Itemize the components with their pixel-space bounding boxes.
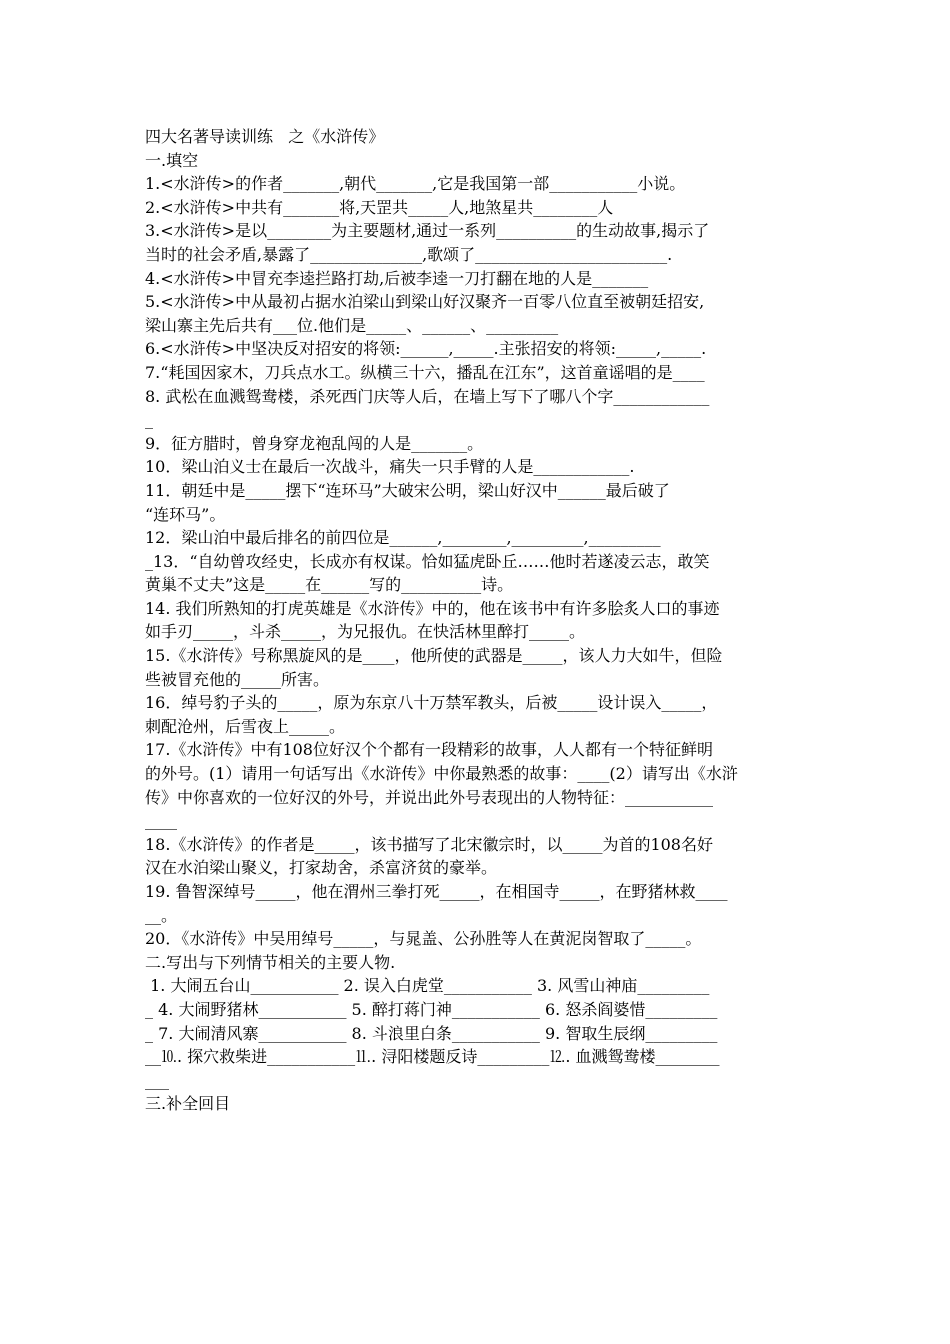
fill-blank-questions bbox=[145, 172, 811, 951]
question-line: ____ bbox=[145, 811, 177, 831]
question-line: 8. 武松在血溅鸳鸯楼，杀死西门庆等人后，在墙上写下了哪八个字____________ bbox=[145, 386, 710, 406]
question-line: _ bbox=[145, 410, 153, 430]
plot-item-line: _ 7. 大闹清风寨___________ 8. 斗浪里白条___________ 9. 智取生辰纲_________ bbox=[145, 1023, 718, 1043]
question-line: _13．“自幼曾攻经史，长成亦有权谋。恰如猛虎卧丘……他时若遂凌云志，敢笑 bbox=[145, 551, 710, 571]
question-line: 2.<水浒传>中共有_______将,天罡共_____人,地煞星共________人 bbox=[145, 197, 614, 217]
question-line: 5.<水浒传>中从最初占据水泊梁山到梁山好汉聚齐一百零八位直至被朝廷招安, bbox=[145, 292, 705, 312]
question-line: 7.“耗国因家木，刀兵点水工。纵横三十六，播乱在江东”，这首童谣唱的是____ bbox=[145, 362, 705, 382]
question-line: 如手刃_____，斗杀_____，为兄报仇。在快活林里醉打_____。 bbox=[145, 622, 586, 642]
question-line: __。 bbox=[145, 905, 178, 925]
question-line: 11．朝廷中是_____摆下“连环马”大破宋公明，梁山好汉中______最后破了 bbox=[145, 480, 670, 500]
section-heading-characters: 二.写出与下列情节相关的主要人物. bbox=[145, 952, 396, 972]
question-line: 传》中你喜欢的一位好汉的外号，并说出此外号表现出的人物特征：___________ bbox=[145, 787, 714, 807]
question-line: 3.<水浒传>是以________为主要题材,通过一系列__________的生动故事,揭示了 bbox=[145, 221, 710, 241]
question-line: 20．《水浒传》中吴用绰号_____，与晁盖、公孙胜等人在黄泥岗智取了_____。 bbox=[145, 929, 702, 949]
question-line: “连环马”。 bbox=[145, 504, 226, 524]
section-heading-chapter-titles: 三.补全回目 bbox=[145, 1094, 231, 1114]
question-line: 刺配沧州，后雪夜上_____。 bbox=[145, 716, 346, 736]
question-line: 1.<水浒传>的作者_______,朝代_______,它是我国第一部___________小说。 bbox=[145, 174, 686, 194]
question-line: 些被冒充他的_____所害。 bbox=[145, 669, 330, 689]
document-title: 四大名著导读训练 之《水浒传》 bbox=[145, 127, 385, 146]
plot-item-line: _ 4. 大闹野猪林___________ 5. 醉打蒋门神___________ 6. 怒杀阎婆惜_________ bbox=[145, 999, 718, 1019]
plot-item-line: ___ bbox=[145, 1070, 169, 1090]
question-line: 6.<水浒传>中坚决反对招安的将领:______,_____.主张招安的将领:_____,_____. bbox=[145, 339, 707, 359]
question-line: 18.《水浒传》的作者是_____，该书描写了北宋徽宗时，以_____为首的108名好 bbox=[145, 834, 713, 854]
question-line: 17.《水浒传》中有108位好汉个个都有一段精彩的故事，人人都有一个特征鲜明 bbox=[145, 740, 713, 760]
question-line: 9．征方腊时，曾身穿龙袍乱闯的人是_______。 bbox=[145, 433, 484, 453]
question-line: 汉在水泊梁山聚义，打家劫舍，杀富济贫的豪举。 bbox=[145, 858, 498, 878]
question-line: 10．梁山泊义士在最后一次战斗，痛失一只手臂的人是____________. bbox=[145, 457, 635, 477]
section-heading-fill-blank: 一.填空 bbox=[145, 150, 199, 170]
question-line: 当时的社会矛盾,暴露了______________,歌颂了________________________. bbox=[145, 244, 673, 264]
plot-item-line: __⒑. 探穴救柴进___________⒒. 浔阳楼题反诗_________⒓. 血溅鸳鸯楼________ bbox=[145, 1047, 720, 1067]
question-line: 黄巢不丈夫”这是_____在______写的__________诗。 bbox=[145, 575, 514, 595]
question-line: 15.《水浒传》号称黑旋风的是____，他所使的武器是_____，该人力大如牛，但险 bbox=[145, 646, 723, 666]
document-page bbox=[145, 125, 811, 1116]
question-line: 19. 鲁智深绰号_____，他在渭州三拳打死_____，在相国寺_____，在野猪林救____ bbox=[145, 882, 728, 901]
question-line: 16．绰号豹子头的_____，原为东京八十万禁军教头，后被_____设计误入_____， bbox=[145, 693, 718, 713]
question-line: 的外号。(1）请用一句话写出《水浒传》中你最熟悉的故事：____(2）请写出《水浒 bbox=[145, 764, 738, 784]
question-line: 14. 我们所熟知的打虎英雄是《水浒传》中的，他在该书中有许多脍炙人口的事迹 bbox=[145, 598, 720, 618]
question-line: 4.<水浒传>中冒充李逵拦路打劫,后被李逵一刀打翻在地的人是_______ bbox=[145, 268, 649, 288]
question-line: 梁山寨主先后共有___位.他们是_____、______、_________ bbox=[145, 315, 559, 335]
plot-item-line: 1. 大闹五台山___________ 2. 误入白虎堂___________ 3. 风雪山神庙_________ bbox=[145, 976, 710, 996]
question-line: 12．梁山泊中最后排名的前四位是______,________,_________,_________ bbox=[145, 528, 661, 548]
character-matching-items bbox=[145, 974, 811, 1092]
